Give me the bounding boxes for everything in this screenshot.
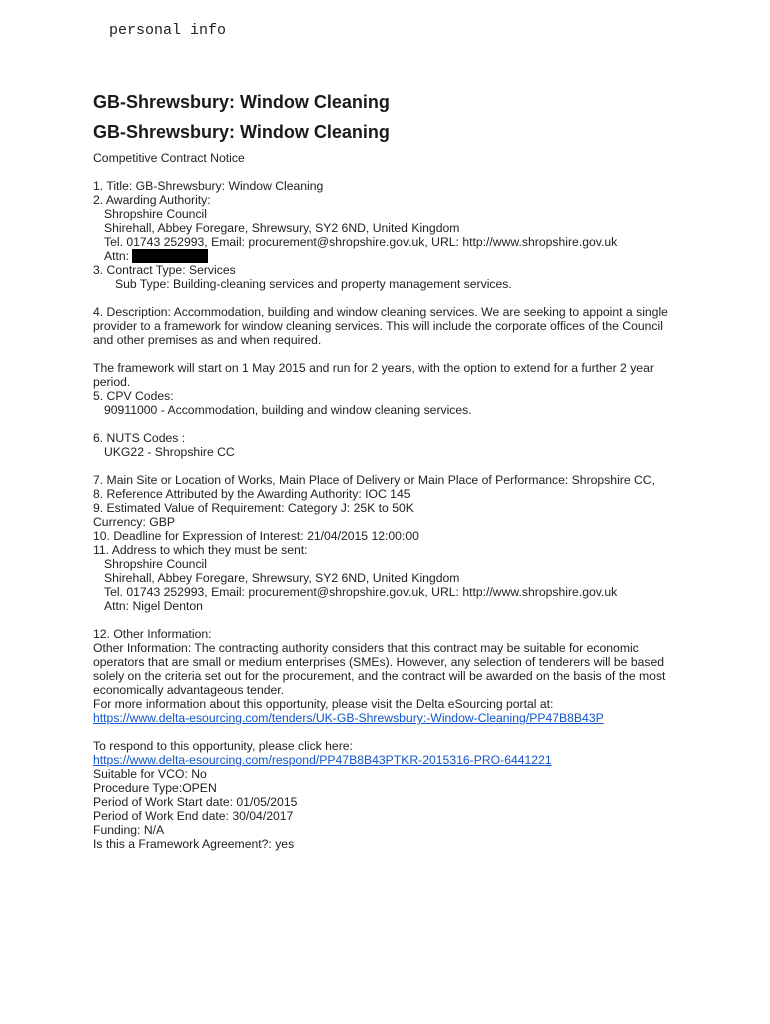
awarding-authority-attn xyxy=(93,249,678,263)
redaction-box xyxy=(132,249,208,263)
personal-info-stamp: personal info xyxy=(109,22,227,39)
awarding-authority-contact: Tel. 01743 252993, Email: procurement@shropshire.gov.uk, URL: http://www.shropshire.gov.uk xyxy=(104,235,618,249)
send-address-attn: Attn: Nigel Denton xyxy=(104,599,203,613)
start-date: Period of Work Start date: 01/05/2015 xyxy=(93,795,298,809)
respond-intro: To respond to this opportunity, please click here: xyxy=(93,739,353,753)
nuts-code: UKG22 - Shropshire CC xyxy=(104,445,235,459)
currency: Currency: GBP xyxy=(93,515,175,529)
page-subtitle: GB-Shrewsbury: Window Cleaning xyxy=(93,122,390,142)
tender-link[interactable]: https://www.delta-esourcing.com/tenders/UK-GB-Shrewsbury:-Window-Cleaning/PP47B8B43P xyxy=(93,711,604,725)
estimated-value: 9. Estimated Value of Requirement: Category J: 25K to 50K xyxy=(93,501,414,515)
reference: 8. Reference Attributed by the Awarding Authority: IOC 145 xyxy=(93,487,411,501)
end-date: Period of Work End date: 30/04/2017 xyxy=(93,809,294,823)
main-site: 7. Main Site or Location of Works, Main Place of Delivery or Main Place of Performance: Shropshire CC, xyxy=(93,473,655,487)
attn-label: Attn: xyxy=(104,249,130,263)
notice-body xyxy=(93,151,678,851)
send-address-label: 11. Address to which they must be sent: xyxy=(93,543,308,557)
funding: Funding: N/A xyxy=(93,823,165,837)
section-title: 1. Title: GB-Shrewsbury: Window Cleaning xyxy=(93,179,324,193)
send-address-contact: Tel. 01743 252993, Email: procurement@shropshire.gov.uk, URL: http://www.shropshire.gov.uk xyxy=(104,585,618,599)
page-title: GB-Shrewsbury: Window Cleaning xyxy=(93,92,390,112)
awarding-authority-org: Shropshire Council xyxy=(104,207,207,221)
vco: Suitable for VCO: No xyxy=(93,767,207,781)
notice-type: Competitive Contract Notice xyxy=(93,151,245,165)
send-address-address: Shirehall, Abbey Foregare, Shrewsury, SY2 6ND, United Kingdom xyxy=(104,571,460,585)
deadline: 10. Deadline for Expression of Interest: 21/04/2015 12:00:00 xyxy=(93,529,419,543)
respond-link[interactable]: https://www.delta-esourcing.com/respond/PP47B8B43PTKR-2015316-PRO-6441221 xyxy=(93,753,552,767)
other-info-text: Other Information: The contracting authority considers that this contract may be suitable for economic operators that are small or medium enterprises (SMEs). However, any selection of tenderers will be based solely on the criteria set out for the procurement, and the contract will be awarded on the basis of the most economically advantageous tender. xyxy=(93,641,666,697)
nuts-codes-label: 6. NUTS Codes : xyxy=(93,431,186,445)
framework-agreement: Is this a Framework Agreement?: yes xyxy=(93,837,295,851)
contract-subtype: Sub Type: Building-cleaning services and property management services. xyxy=(115,277,512,291)
awarding-authority-address: Shirehall, Abbey Foregare, Shrewsury, SY2 6ND, United Kingdom xyxy=(104,221,460,235)
contract-type: 3. Contract Type: Services xyxy=(93,263,236,277)
cpv-codes-label: 5. CPV Codes: xyxy=(93,389,174,403)
awarding-authority-label: 2. Awarding Authority: xyxy=(93,193,211,207)
procedure-type: Procedure Type:OPEN xyxy=(93,781,217,795)
cpv-code: 90911000 - Accommodation, building and window cleaning services. xyxy=(104,403,472,417)
description: 4. Description: Accommodation, building and window cleaning services. We are seeking to appoint a single provider to a framework for window cleaning services. This will include the corporate offices of the Council and other premises as and when required. xyxy=(93,305,668,347)
send-address-org: Shropshire Council xyxy=(104,557,207,571)
other-info-label: 12. Other Information: xyxy=(93,627,212,641)
framework-period: The framework will start on 1 May 2015 and run for 2 years, with the option to extend for a further 2 year period. xyxy=(93,361,654,389)
more-info: For more information about this opportunity, please visit the Delta eSourcing portal at: xyxy=(93,697,554,711)
